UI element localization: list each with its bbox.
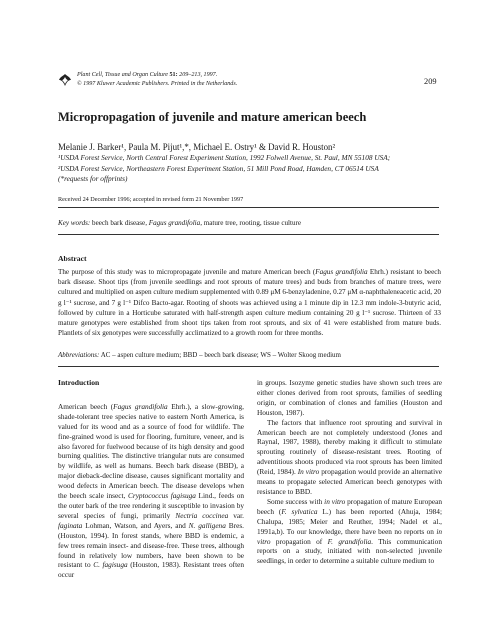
article-title: Micropropagation of juvenile and mature american beech (58, 110, 367, 124)
abstract-species: Fagus grandifolia (315, 268, 368, 276)
divider (58, 207, 439, 208)
divider (58, 366, 439, 367)
right-paragraph-1: in groups. Isozyme genetic studies have shown such trees are either clones derived from root sprouts, families of seedling origin, or combination of clones and families (Houston and Houston, 1987). (257, 378, 442, 417)
journal-pages: 209–213, 1997. (179, 72, 218, 78)
offprint-note: (*requests for offprints) (58, 174, 128, 183)
abstract-body (58, 267, 441, 338)
page-number: 209 (424, 77, 437, 86)
abbrev-label: Abbreviations: (58, 351, 100, 359)
affiliation-2: ²USDA Forest Service, Northeastern Forest Experiment Station, 51 Mill Pond Road, Hamden, CT 06514 USA (58, 163, 379, 173)
right-column (257, 378, 442, 566)
keywords-text-b: Fagus grandifolia (148, 219, 201, 227)
affiliation-1: ¹USDA Forest Service, North Central Forest Experiment Station, 1992 Folwell Avenue, St. Paul, MN 55108 USA; (58, 153, 391, 162)
right-paragraph-3: Some success with in vitro propagation of mature European beech (F. sylvatica L.) has been reported (Ahuja, 1984; Chalupa, 1985; Meier and Reuther, 1994; Nadel et al., 1991a,b). To our knowledge, there have been no reports on in vitro propagation of F. grandifolia. This communication reports on a study, initiated with non-selected juvenile seedlings, in order to determine a suitable culture medium to (257, 496, 442, 566)
received-dates: Received 24 December 1996; accepted in revised form 21 November 1997 (58, 196, 244, 203)
abbreviations (58, 351, 341, 359)
divider (58, 234, 439, 235)
affiliations (58, 153, 448, 185)
keywords (58, 219, 301, 227)
keywords-text-c: , mature tree, rooting, tissue culture (200, 219, 302, 227)
intro-heading: Introduction (58, 378, 100, 387)
journal-volume: 51: (169, 72, 178, 78)
publisher-logo (58, 73, 72, 87)
copyright-line: © 1997 Kluwer Academic Publishers. Printed in the Netherlands. (77, 81, 238, 87)
abstract-heading: Abstract (58, 254, 87, 263)
journal-citation (77, 71, 237, 89)
left-column (58, 378, 244, 580)
keywords-text-a: beech bark disease, (90, 219, 149, 227)
keywords-label: Key words: (58, 219, 91, 227)
right-paragraph-2: The factors that influence root sprouting and survival in American beech are not completely understood (Jones and Raynal, 1987, 1988), thereby making it difficult to stimulate sprouting routinely of disease-resistant trees. Rooting of adventitious shoots produced via root sprouts has been limited (Reid, 1984). In vitro propagation would provide an alternative means to propagate selected American beech genotypes with resistance to BBD. (257, 417, 442, 496)
abstract-text: The purpose of this study was to micropropagate juvenile and mature American beech ( (58, 268, 316, 276)
intro-paragraph: American beech (Fagus grandifolia Ehrh.), a slow-growing, shade-tolerant tree species native to eastern North America, is valued for its wood and as a source of food for wildlife. The fine-grained wood is used for flooring, furniture, veneer, and is also favored for fuelwood because of its high density and good burning qualities. The distinctive triangular nuts are consumed by wildlife, as well as humans. Beech bark disease (BBD), a major dieback-decline disease, causes significant mortality and wood defects in American beech. The disease develops when the beech scale insect, Cryptococcus fagisuga Lind., feeds on the outer bark of the tree rendering it susceptible to invasion by several species of fungi, primarily Nectria coccinea var. faginata Lohman, Watson, and Ayers, and N. galligena Bres. (Houston, 1994). In forest stands, where BBD is endemic, a few trees remain insect- and disease-free. These trees, although found in relatively low numbers, have been shown to be resistant to C. fagisuga (Houston, 1983). Resistant trees often occur (58, 401, 245, 580)
journal-name: Plant Cell, Tissue and Organ Culture (77, 72, 168, 78)
author-list: Melanie J. Barker¹, Paula M. Pijut¹,*, Michael E. Ostry¹ & David R. Houston² (58, 142, 336, 152)
abstract-text: Ehrh.) resistant to beech bark disease. Shoot tips (from juvenile seedlings and root sprouts of mature trees) and buds from branches of mature trees, were cultured and multiplied on aspen culture medium supplemented with 0.89 μM 6-benzyladenine, 0.27 μM α-naphthaleneacetic acid, 20 g l⁻¹ sucrose, and 7 g l⁻¹ Difco Bacto-agar. Rooting of shoots was achieved using a 1 minute dip in 12.3 mm indole-3-butyric acid, followed by culture in a Horticube saturated with half-strength aspen culture medium containing 20 g l⁻¹ sucrose. Thirteen of 33 mature genotypes were established from shoot tips taken from root sprouts, and six of 41 were established from mature buds. Plantlets of six genotypes were successfully acclimatized to a growth room for three months. (58, 268, 442, 338)
abbrev-text: AC – aspen culture medium; BBD – beech bark disease; WS – Wolter Skoog medium (99, 351, 341, 359)
